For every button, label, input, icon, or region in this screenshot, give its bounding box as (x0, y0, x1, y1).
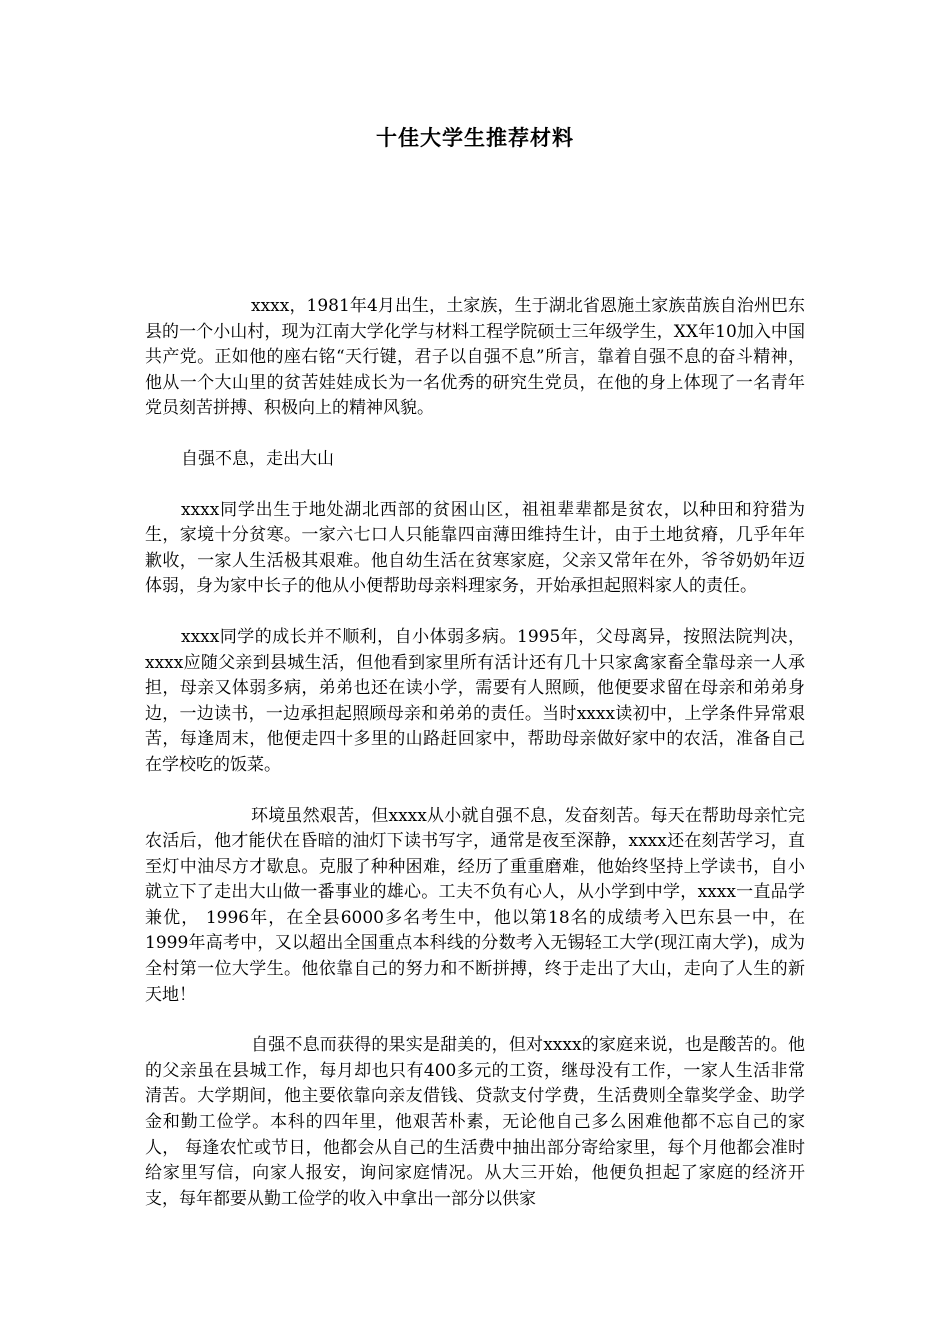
paragraph-family-support: 自强不息而获得的果实是甜美的，但对xxxx的家庭来说，也是酸苦的。他的父亲虽在县城工作，每月却也只有400多元的工资，继母没有工作，一家人生活非常清苦。大学期间，他主要依靠向亲友借钱、贷款支付学费，生活费则全靠奖学金、助学金和勤工俭学。本科的四年里，他艰苦朴素，无论他自己多么困难他都不忘自己的家人， 每逢农忙或节日，他都会从自己的生活费中抽出部分寄给家里，每个月他都会准时给家里写信，向家人报安，询问家庭情况。从大三开始，他便负担起了家庭的经济开支，每年都要从勤工俭学的收入中拿出一部分以供家 (145, 1035, 805, 1209)
paragraph-family-background: xxxx同学出生于地处湖北西部的贫困山区，祖祖辈辈都是贫农，以种田和狩猎为生，家境十分贫寒。一家六七口人只能靠四亩薄田维持生计，由于土地贫瘠，几乎年年歉收，一家人生活极其艰难。他自幼生活在贫寒家庭，父亲又常年在外，爷爷奶奶年迈体弱，身为家中长子的他从小便帮助母亲料理家务，开始承担起照料家人的责任。 (145, 499, 805, 597)
section-heading: 自强不息，走出大山 (181, 448, 334, 469)
document-title: 十佳大学生推荐材料 (376, 125, 574, 150)
paragraph-growth: xxxx同学的成长并不顺利，自小体弱多病。1995年，父母离异，按照法院判决，xxxx应随父亲到县城生活，但他看到家里所有活计还有几十只家禽家畜全靠母亲一人承担，母亲又体弱多病，弟弟也还在读小学，需要有人照顾，他便要求留在母亲和弟弟身边，一边读书，一边承担起照顾母亲和弟弟的责任。当时xxxx读初中，上学条件异常艰苦，每逢周末，他便走四十多里的山路赶回家中，帮助母亲做好家中的农活，准备自己在学校吃的饭菜。 (145, 626, 805, 775)
paragraph-intro: xxxx，1981年4月出生，土家族，生于湖北省恩施土家族苗族自治州巴东县的一个小山村，现为江南大学化学与材料工程学院硕士三年级学生，XX年10加入中国共产党。正如他的座右铭“天行键，君子以自强不息”所言，靠着自强不息的奋斗精神，他从一个大山里的贫苦娃娃成长为一名优秀的研究生党员，在他的身上体现了一名青年党员刻苦拼搏、积极向上的精神风貌。 (145, 296, 805, 419)
document-body (145, 294, 805, 1237)
paragraph-study-hard: 环境虽然艰苦，但xxxx从小就自强不息，发奋刻苦。每天在帮助母亲忙完农活后，他才能伏在昏暗的油灯下读书写字，通常是夜至深静，xxxx还在刻苦学习，直至灯中油尽方才歇息。克服了种种困难，经历了重重磨难，他始终坚持上学读书，自小就立下了走出大山做一番事业的雄心。工夫不负有心人，从小学到中学，xxxx一直品学兼优， 1996年，在全县6000多名考生中，他以第18名的成绩考入巴东县一中，在1999年高考中，又以超出全国重点本科线的分数考入无锡轻工大学(现江南大学)，成为全村第一位大学生。他依靠自己的努力和不断拼搏，终于走出了大山，走向了人生的新天地！ (145, 805, 805, 1005)
